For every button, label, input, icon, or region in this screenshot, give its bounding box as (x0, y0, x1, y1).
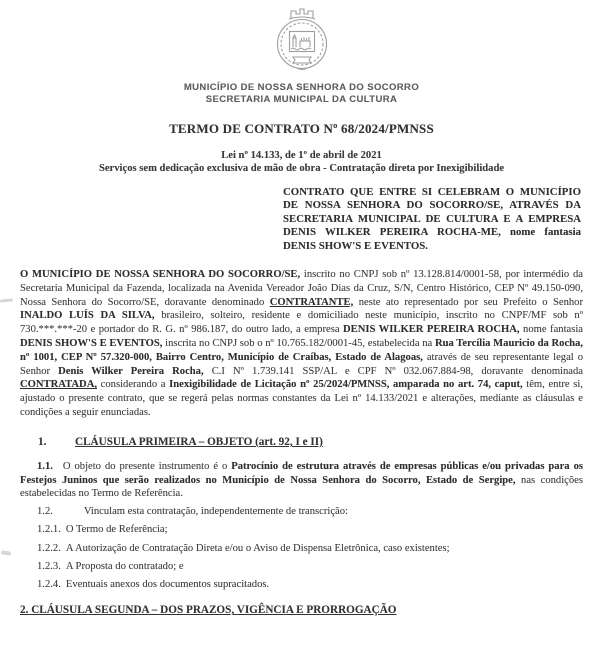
clause-item-1-2 (20, 505, 583, 519)
clause-item-1-1 (20, 460, 583, 501)
contract-summary-block: CONTRATO QUE ENTRE SI CELEBRAM O MUNICÍPIO DE NOSSA SENHORA DO SOCORRO/SE, ATRAVÉS DA SECRETARIA MUNICIPAL DE CULTURA E A EMPRESA DENIS WILKER PEREIRA ROCHA-ME, nome fantasia DENIS SHOW'S E EVENTOS. (283, 186, 581, 252)
item-text: A Autorização de Contratação Direta e/ou o Aviso de Dispensa Eletrônica, caso existentes; (65, 542, 450, 554)
law-reference: Lei nº 14.133, de 1º de abril de 2021 (221, 150, 382, 161)
item-number: 1.2.2. (37, 542, 61, 554)
clause-1-number: 1. (38, 435, 47, 448)
item-text: A Proposta do contratado; e (65, 561, 184, 573)
item-text: Eventuais anexos dos documentos supracitados. (65, 579, 270, 591)
item-number: 1.2.3. (37, 561, 61, 573)
clause-item-1-2-1 (20, 523, 583, 537)
item-1-2-number: 1.2. (37, 506, 53, 518)
item-number: 1.2.1. (37, 524, 61, 536)
item-1-2-text: Vinculam esta contratação, independentemente de transcrição: (83, 506, 348, 518)
parties-paragraph: O MUNICÍPIO DE NOSSA SENHORA DO SOCORRO/SE, inscrito no CNPJ sob nº 13.128.814/0001-58, por intermédio da Secretaria Municipal da Fazenda, localizada na Avenida Vereador João Dias da Cruz, S/N, Centro Histórico, CEP Nº 49.150-090, Nossa Senhora do Socorro/SE, doravante denominado CONTRATANTE, neste ato representado por seu Prefeito o Senhor INALDO LUÍS DA SILVA, brasileiro, solteiro, residente e domiciliado neste município, inscrito no CNPF/MF sob nº 730.***.***-20 e portador do R. G. nº 986.187, do outro lado, a empresa DENIS WILKER PEREIRA ROCHA, nome fantasia DENIS SHOW'S E EVENTOS, inscrita no CNPJ sob o nº 10.765.182/0001-45, estabelecida na Rua Tercília Mauricio da Rocha, nº 1001, CEP Nº 57.320-000, Bairro Centro, Município de Craíbas, Estado de Alagoas, através de seu representante legal o Senhor Denis Wilker Pereira Rocha, C.I Nº 1.739.141 SSP/AL e CPF Nº 032.067.884-98, doravante denominada CONTRATADA, considerando a Inexigibilidade de Licitação nº 25/2024/PMNSS, amparada no art. 74, caput, têm, entre si, ajustado o presente contrato, que se regerá pelas normas constantes da Lei nº 14.133/2021 e alterações, mediante as cláusulas e condições a seguir enunciadas. (20, 269, 584, 418)
clause-item-1-2-2 (20, 542, 583, 556)
item-1-1-number: 1.1. (37, 460, 53, 472)
item-number: 1.2.4. (37, 579, 61, 591)
item-1-1-text: O objeto do presente instrumento é o Patrocínio de estrutura através de empresas públicas e/ou privadas para os Festejos Juninos que serão realizados no Município de Nossa Senhora do Socorro, Estado de Sergipe, nas condições estabelecidas no Termo de Referência. (20, 460, 583, 500)
clause-1-heading-text: CLÁUSULA PRIMEIRA – OBJETO (art. 92, I e II) (75, 435, 323, 448)
org-name: MUNICÍPIO DE NOSSA SENHORA DO SOCORRO (183, 82, 420, 93)
clause-item-1-2-4 (20, 578, 583, 592)
org-department: SECRETARIA MUNICIPAL DA CULTURA (205, 94, 398, 105)
scan-artifact-mark (1, 550, 11, 555)
item-text: O Termo de Referência; (65, 524, 168, 536)
clause-item-1-2-3 (20, 560, 583, 574)
clause-2-heading: 2. CLÁUSULA SEGUNDA – DOS PRAZOS, VIGÊNCIA E PRORROGAÇÃO (20, 604, 397, 617)
coat-of-arms-graphic (274, 6, 330, 80)
municipal-coat-of-arms-icon (20, 6, 583, 80)
clause-1-heading (20, 436, 583, 449)
contract-title: TERMO DE CONTRATO Nº 68/2024/PMNSS (169, 121, 434, 136)
contract-modality: Serviços sem dedicação exclusiva de mão de obra - Contratação direta por Inexigibilidade (98, 163, 505, 174)
scan-artifact-mark (0, 298, 13, 302)
